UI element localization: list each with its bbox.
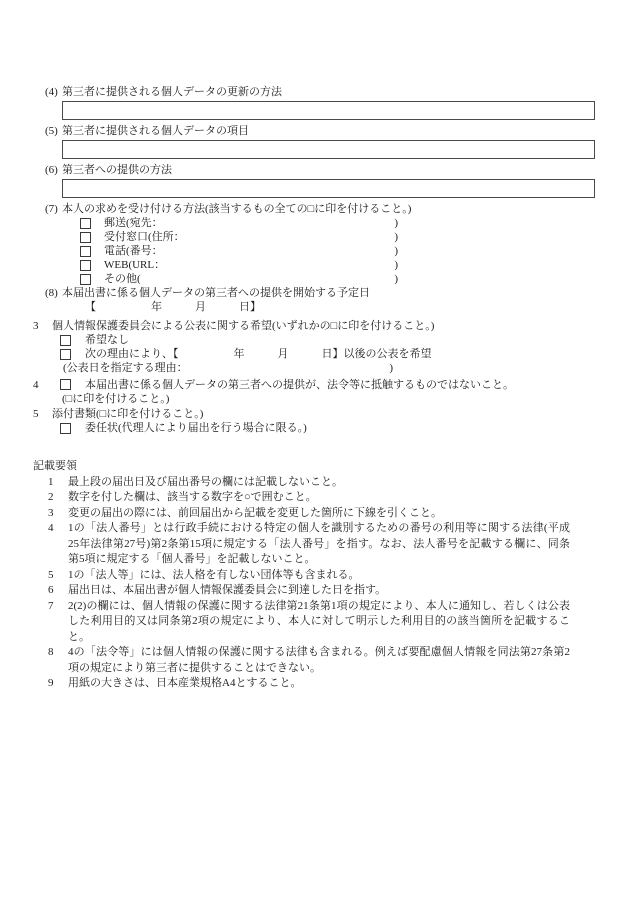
power-of-attorney-checkbox[interactable] xyxy=(60,423,71,434)
reception-desk-close-paren: ) xyxy=(394,231,398,243)
postal-mail-close-paren: ) xyxy=(394,217,398,229)
field-5-label-row xyxy=(45,124,630,138)
section-3-heading xyxy=(33,319,630,333)
note-item-5 xyxy=(48,568,630,584)
field-5-number: (5) xyxy=(45,125,58,137)
note-8-text: 4の「法令等」には個人情報の保護に関する法律も含まれる。例えば要配慮個人情報を同法第27条第2項の規定により第三者に提供することはできない。 xyxy=(68,646,570,674)
item-7-heading xyxy=(45,202,630,216)
section-3-label: 個人情報保護委員会による公表に関する希望(いずれかの□に印を付けること。) xyxy=(52,320,435,332)
field-6-number: (6) xyxy=(45,164,58,176)
option-deferred-publication xyxy=(60,347,630,361)
publication-reason-line xyxy=(63,361,393,375)
field-4-label: 第三者に提供される個人データの更新の方法 xyxy=(62,86,282,98)
note-8-number: 8 xyxy=(48,646,54,658)
note-item-2 xyxy=(48,490,630,506)
note-4-number: 4 xyxy=(48,522,54,534)
note-7-text: 2(2)の欄には、個人情報の保護に関する法律第21条第1項の規定により、本人に通知し、若しくは公表した利用目的又は同条第2項の規定により、本人に対して明示した利用目的の該当箇所を記載すること。 xyxy=(68,599,570,643)
note-item-3 xyxy=(48,506,630,522)
field-4-number: (4) xyxy=(45,86,58,98)
option-web xyxy=(80,258,398,272)
compliance-checkbox[interactable] xyxy=(60,379,71,390)
option-power-of-attorney xyxy=(60,421,630,435)
note-1-text: 最上段の届出日及び届出番号の欄には記載しないこと。 xyxy=(68,475,343,488)
publication-reason-label: (公表日を指定する理由： xyxy=(63,362,188,374)
field-6-label-row xyxy=(45,163,630,177)
section-5-number: 5 xyxy=(33,408,39,420)
note-item-4 xyxy=(48,521,630,568)
option-reception-desk xyxy=(80,230,398,244)
section-3-options xyxy=(60,333,630,361)
section-4-number: 4 xyxy=(33,378,39,391)
note-2-text: 数字を付した欄は、該当する数字を○で囲むこと。 xyxy=(68,491,317,503)
publication-reason-close-paren: ) xyxy=(389,362,393,374)
notes-section xyxy=(0,459,630,692)
compliance-note: (□に印を付けること。) xyxy=(62,393,170,405)
no-preference-label: 希望なし xyxy=(85,334,129,346)
other-close-paren: ) xyxy=(394,273,398,285)
field-6-input-box[interactable] xyxy=(62,179,595,198)
note-item-1 xyxy=(48,475,630,491)
deferred-publication-label: 次の理由により、【 年 月 日】以後の公表を希望 xyxy=(85,348,432,360)
item-7-number: (7) xyxy=(45,203,58,215)
compliance-label: 本届出書に係る個人データの第三者への提供が、法令等に抵触するものではないこと。 xyxy=(85,378,514,391)
field-6-label: 第三者への提供の方法 xyxy=(62,164,172,176)
other-checkbox[interactable] xyxy=(80,274,91,285)
section-5-options xyxy=(60,421,630,435)
telephone-close-paren: ) xyxy=(394,245,398,257)
field-4-label-row xyxy=(45,85,630,99)
power-of-attorney-label: 委任状(代理人により届出を行う場合に限る。) xyxy=(85,422,307,434)
telephone-label: 電話(番号： xyxy=(104,245,163,257)
note-2-number: 2 xyxy=(48,491,54,503)
note-item-8 xyxy=(48,645,630,676)
note-1-number: 1 xyxy=(48,475,54,488)
note-item-7 xyxy=(48,599,630,646)
note-4-text: 1の「法人番号」とは行政手続における特定の個人を識別するための番号の利用等に関する法律(平成25年法律第27号)第2条第15項に規定する「法人番号」を指す。なお、法人番号を記載する欄に、同条第5項に規定する「個人番号」を記載しないこと。 xyxy=(68,522,570,565)
deferred-publication-checkbox[interactable] xyxy=(60,349,71,360)
other-label: その他( xyxy=(104,273,141,285)
section-5-label: 添付書類(□に印を付けること。) xyxy=(52,408,204,420)
item-8-heading xyxy=(45,286,630,300)
note-3-text: 変更の届出の際には、前回届出から記載を変更した箇所に下線を引くこと。 xyxy=(68,506,442,519)
item-8-label: 本届出書に係る個人データの第三者への提供を開始する予定日 xyxy=(62,287,370,299)
web-checkbox[interactable] xyxy=(80,260,91,271)
reception-desk-label: 受付窓口(住所： xyxy=(104,231,185,243)
note-9-text: 用紙の大きさは、日本産業規格A4とすること。 xyxy=(68,677,302,689)
field-4-input-box[interactable] xyxy=(62,101,595,120)
start-date-line[interactable]: 【 年 月 日】 xyxy=(85,301,261,313)
telephone-checkbox[interactable] xyxy=(80,246,91,257)
reception-desk-checkbox[interactable] xyxy=(80,232,91,243)
note-3-number: 3 xyxy=(48,506,54,519)
item-7-label: 本人の求めを受け付ける方法(該当するもの全ての□に印を付けること。) xyxy=(62,203,412,215)
web-close-paren: ) xyxy=(394,259,398,271)
note-5-number: 5 xyxy=(48,568,54,581)
option-no-preference xyxy=(60,333,630,347)
no-preference-checkbox[interactable] xyxy=(60,335,71,346)
option-telephone xyxy=(80,244,398,258)
section-3-number: 3 xyxy=(33,320,39,332)
item-8-number: (8) xyxy=(45,287,58,299)
note-7-number: 7 xyxy=(48,599,54,612)
note-6-text: 届出日は、本届出書が個人情報保護委員会に到達した日を指す。 xyxy=(68,584,387,596)
note-5-text: 1の「法人等」には、法人格を有しない団体等も含まれる。 xyxy=(68,568,360,581)
note-item-9 xyxy=(48,676,630,692)
field-5-input-box[interactable] xyxy=(62,140,595,159)
postal-mail-label: 郵送(宛先： xyxy=(104,217,163,229)
option-postal-mail xyxy=(80,216,398,230)
field-5-label: 第三者に提供される個人データの項目 xyxy=(62,125,249,137)
option-other xyxy=(80,272,398,286)
section-4-heading xyxy=(33,377,630,392)
note-9-number: 9 xyxy=(48,677,54,689)
note-item-6 xyxy=(48,583,630,599)
postal-mail-checkbox[interactable] xyxy=(80,218,91,229)
notes-title: 記載要領 xyxy=(33,460,77,472)
note-6-number: 6 xyxy=(48,584,54,596)
section-5-heading xyxy=(33,407,630,421)
form-content xyxy=(0,85,630,692)
web-label: WEB(URL： xyxy=(104,259,166,271)
item-7-options xyxy=(80,216,630,286)
